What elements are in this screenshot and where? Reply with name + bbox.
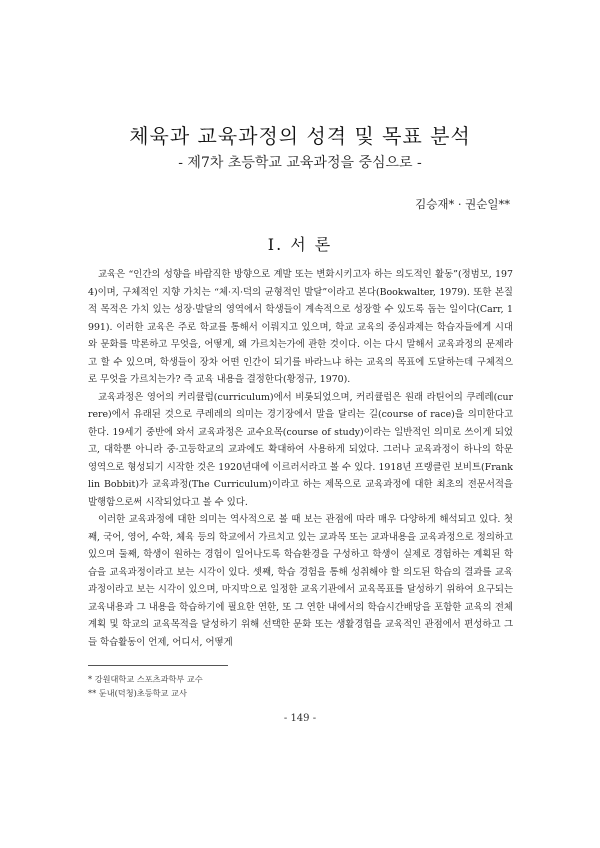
paper-title: 체육과 교육과정의 성격 및 목표 분석 <box>129 124 471 148</box>
body-text <box>88 266 513 651</box>
footnote-divider <box>88 665 228 666</box>
footnote: * 강원대학교 스포츠과학부 교수 <box>88 674 203 684</box>
author-line: 김승재* · 권순일** <box>415 197 510 211</box>
paragraph: 이러한 교육과정에 대한 의미는 역사적으로 볼 때 보는 관점에 따라 매우 다양하게 해석되고 있다. 첫째, 국어, 영어, 수학, 체육 등의 학교에서 가르치고 있는 교과목 또는 교과내용을 교육과정으로 정의하고 있으며 둘째, 학생이 원하는 경험이 일어나도록 학습환경을 구성하고 학생이 실제로 경험하는 계획된 학습을 교육과정이라고 보는 시각이 있다. 셋째, 학습 경험을 통해 성취해야 할 의도된 학습의 결과를 교육과정이라고 보는 시각이 있으며, 마지막으로 일정한 교육기관에서 교육목표를 달성하기 위하여 요구되는 교육내용과 그 내용을 학습하기에 필요한 연한, 또 그 연한 내에서의 학습시간배당을 포함한 교육의 전체계획 및 학교의 교육목적을 달성하기 위해 선택한 문화 또는 생활경험을 교육적인 관점에서 편성하고 그들 학습활동이 언제, 어디서, 어떻게 <box>88 514 513 648</box>
paper-subtitle: - 제7차 초등학교 교육과정을 중심으로 - <box>178 155 422 171</box>
paragraph: 교육은 “인간의 성향을 바람직한 방향으로 계발 또는 변화시키고자 하는 의도적인 활동”(정범모, 1974)이며, 구체적인 지향 가치는 “체·지·덕의 균형적인 발달”이라고 본다(Bookwalter, 1979). 또한 본질적 목적은 가치 있는 성장·발달의 영역에서 학생들이 계속적으로 성장할 수 있도록 돕는 일이다(Carr, 1991). 이러한 교육은 주로 학교를 통해서 이뤄지고 있으며, 학교 교육의 중심과제는 학습자들에게 시대와 문화를 막론하고 무엇을, 어떻게, 왜 가르치는가에 관한 것이다. 이는 다시 말해서 교육과정의 문제라고 할 수 있으며, 학생들이 장차 어떤 인간이 되기를 바라느냐 하는 교육의 목표에 도달하는데 구체적으로 무엇을 가르치는가? 즉 교육 내용을 결정한다(황정규, 1970). <box>88 269 513 385</box>
paragraph: 교육과정은 영어의 커리큘럼(curriculum)에서 비롯되었으며, 커리큘럼은 원래 라틴어의 쿠레레(currere)에서 유래된 것으로 쿠레레의 의미는 경기장에서 말을 달리는 길(course of race)을 의미한다고 한다. 19세기 중반에 와서 교육과정은 교수요목(course of study)이라는 일반적인 의미로 쓰이게 되었고, 대학뿐 아니라 중·고등학교의 교과에도 확대하여 사용하게 되었다. 그러나 교육과정이 하나의 학문 영역으로 형성되기 시작한 것은 1920년대에 이르러서라고 볼 수 있다. 1918년 프랭클린 보비트(Franklin Bobbit)가 교육과정(The Curriculum)이라고 하는 제목으로 교육과정에 대한 최초의 전문서적을 발행함으로써 시작되었다고 볼 수 있다. <box>88 391 513 508</box>
section-heading: Ⅰ. 서 론 <box>267 235 333 254</box>
page-number: - 149 - <box>283 713 317 724</box>
footnote: ** 둔내(덕청)초등학교 교사 <box>88 688 187 698</box>
footnotes <box>88 672 203 700</box>
